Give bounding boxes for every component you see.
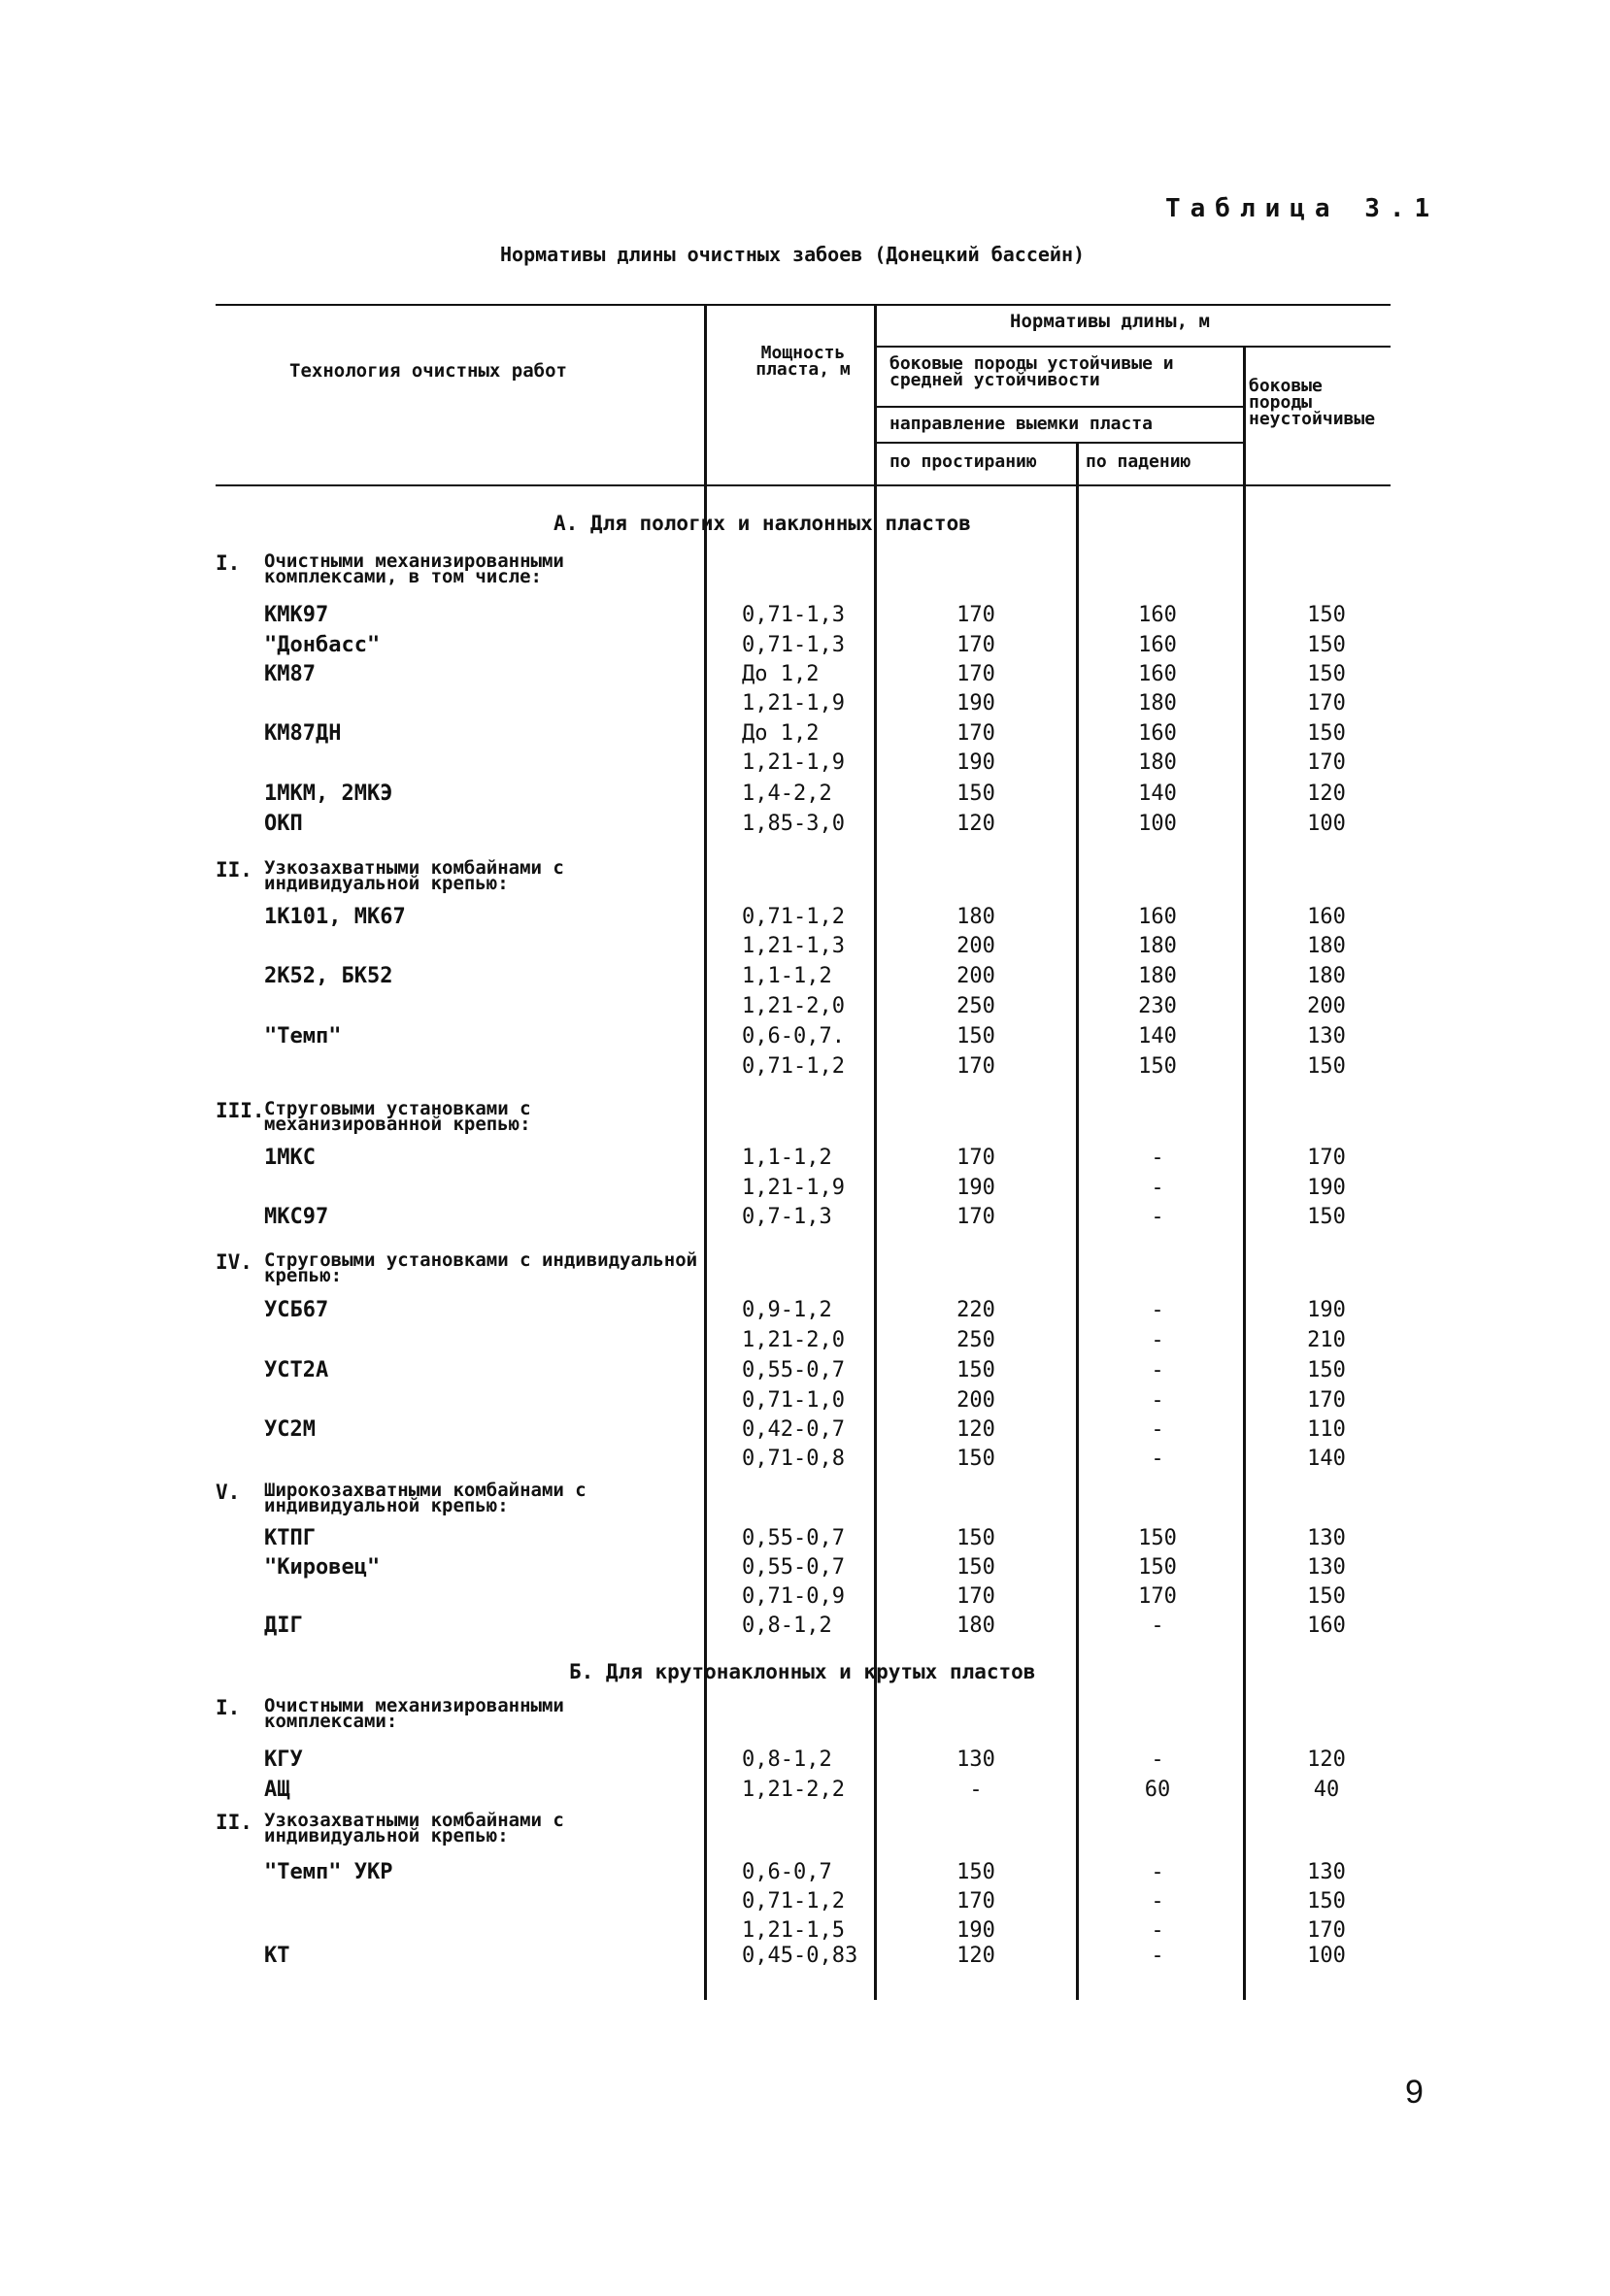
page-number: 9: [1405, 2074, 1424, 2111]
cell-name: КМ87: [264, 662, 316, 686]
group-text: Очистными механизированными комплексами, в том числе:: [264, 550, 564, 587]
cell-unstable: 120: [1307, 1747, 1346, 1772]
cell-strike: 220: [956, 1298, 995, 1322]
cell-dip: 150: [1138, 1555, 1177, 1580]
group-text: Струговыми установками с индивидуальной крепью:: [264, 1249, 698, 1286]
cell-thickness: 0,45-0,83: [742, 1944, 858, 1968]
cell-name: "Донбасс": [264, 633, 381, 657]
cell-thickness: 1,21-1,9: [742, 691, 845, 715]
cell-thickness: 1,21-2,2: [742, 1778, 845, 1802]
cell-thickness: 0,71-0,8: [742, 1447, 845, 1471]
cell-strike: 120: [956, 1417, 995, 1442]
cell-dip: 140: [1138, 1024, 1177, 1048]
cell-unstable: 130: [1307, 1555, 1346, 1580]
direction-bottom-rule: [876, 442, 1243, 444]
cell-thickness: 1,85-3,0: [742, 812, 845, 836]
cell-unstable: 180: [1307, 934, 1346, 958]
cell-strike: 150: [956, 1860, 995, 1884]
cell-dip: -: [1151, 1447, 1164, 1471]
cell-name: "Темп": [264, 1024, 342, 1048]
cell-strike: 150: [956, 1526, 995, 1550]
cell-unstable: 170: [1307, 750, 1346, 775]
section-b-heading: Б. Для крутонаклонных и крутых пластов: [569, 1660, 1036, 1683]
cell-unstable: 100: [1307, 812, 1346, 836]
cell-strike: 130: [956, 1747, 995, 1772]
cell-name: "Кировец": [264, 1555, 381, 1580]
cell-unstable: 200: [1307, 994, 1346, 1018]
cell-strike: 170: [956, 603, 995, 627]
cell-thickness: 1,21-2,0: [742, 994, 845, 1018]
section-a-heading: А. Для пологих и наклонных пластов: [553, 512, 971, 535]
cell-name: "Темп" УКР: [264, 1860, 393, 1884]
cell-thickness: 0,71-1,2: [742, 905, 845, 929]
cell-strike: 150: [956, 1024, 995, 1048]
cell-unstable: 110: [1307, 1417, 1346, 1442]
cell-unstable: 160: [1307, 1614, 1346, 1638]
cell-dip: -: [1151, 1388, 1164, 1413]
header-bottom-rule: [216, 484, 1391, 486]
cell-unstable: 150: [1307, 633, 1346, 657]
cell-unstable: 150: [1307, 1889, 1346, 1913]
group-number: II.: [216, 1811, 252, 1834]
cell-name: КТПГ: [264, 1526, 316, 1550]
cell-dip: -: [1151, 1176, 1164, 1200]
norms-header-rule: [876, 346, 1391, 348]
cell-unstable: 190: [1307, 1298, 1346, 1322]
cell-unstable: 150: [1307, 662, 1346, 686]
col-rule-norms: [874, 304, 877, 2000]
header-along-dip: по падению: [1086, 451, 1191, 472]
cell-dip: 180: [1138, 750, 1177, 775]
cell-strike: 200: [956, 1388, 995, 1413]
cell-thickness: 0,7-1,3: [742, 1205, 832, 1229]
cell-thickness: 0,9-1,2: [742, 1298, 832, 1322]
cell-strike: 200: [956, 964, 995, 988]
cell-name: МКС97: [264, 1205, 329, 1229]
group-number: III.: [216, 1099, 265, 1122]
cell-thickness: 0,8-1,2: [742, 1614, 832, 1638]
cell-strike: 120: [956, 812, 995, 836]
cell-unstable: 150: [1307, 603, 1346, 627]
cell-name: 1К101, МК67: [264, 905, 406, 929]
col-rule-dip: [1076, 443, 1079, 2000]
cell-dip: 160: [1138, 905, 1177, 929]
cell-dip: -: [1151, 1918, 1164, 1943]
cell-dip: 180: [1138, 964, 1177, 988]
cell-unstable: 170: [1307, 1146, 1346, 1170]
cell-dip: -: [1151, 1358, 1164, 1382]
cell-strike: 200: [956, 934, 995, 958]
cell-name: КГУ: [264, 1747, 303, 1772]
cell-strike: 150: [956, 1447, 995, 1471]
group-text: Широкозахватными комбайнами с индивидуальной крепью:: [264, 1480, 587, 1516]
cell-unstable: 130: [1307, 1860, 1346, 1884]
cell-thickness: 1,21-2,0: [742, 1328, 845, 1352]
cell-dip: -: [1151, 1614, 1164, 1638]
cell-dip: 160: [1138, 603, 1177, 627]
cell-dip: -: [1151, 1747, 1164, 1772]
cell-strike: 150: [956, 1358, 995, 1382]
cell-dip: 160: [1138, 721, 1177, 746]
cell-thickness: 1,4-2,2: [742, 782, 832, 806]
cell-unstable: 150: [1307, 1358, 1346, 1382]
cell-unstable: 150: [1307, 721, 1346, 746]
cell-thickness: 0,6-0,7: [742, 1860, 832, 1884]
cell-unstable: 170: [1307, 691, 1346, 715]
cell-dip: -: [1151, 1298, 1164, 1322]
cell-dip: 150: [1138, 1526, 1177, 1550]
cell-strike: 190: [956, 1176, 995, 1200]
cell-strike: 170: [956, 662, 995, 686]
cell-name: КМК97: [264, 603, 329, 627]
cell-thickness: 0,71-0,9: [742, 1584, 845, 1609]
cell-name: КТ: [264, 1944, 290, 1968]
cell-dip: -: [1151, 1205, 1164, 1229]
cell-thickness: До 1,2: [742, 662, 820, 686]
col-rule-unstable: [1243, 347, 1246, 2000]
col-rule-thickness: [704, 304, 707, 2000]
cell-thickness: 1,1-1,2: [742, 964, 832, 988]
cell-dip: 230: [1138, 994, 1177, 1018]
cell-name: УСБ67: [264, 1298, 329, 1322]
cell-thickness: 0,8-1,2: [742, 1747, 832, 1772]
table-top-rule: [216, 304, 1391, 306]
cell-dip: 160: [1138, 633, 1177, 657]
cell-name: 1МКМ, 2МКЭ: [264, 782, 393, 806]
cell-dip: -: [1151, 1889, 1164, 1913]
cell-unstable: 150: [1307, 1205, 1346, 1229]
cell-thickness: 0,55-0,7: [742, 1526, 845, 1550]
cell-thickness: 0,55-0,7: [742, 1555, 845, 1580]
cell-thickness: 0,71-1,3: [742, 603, 845, 627]
cell-strike: 170: [956, 1054, 995, 1079]
header-technology: Технология очистных работ: [289, 360, 567, 382]
cell-unstable: 170: [1307, 1388, 1346, 1413]
cell-dip: 160: [1138, 662, 1177, 686]
cell-name: 2К52, БК52: [264, 964, 393, 988]
cell-strike: 150: [956, 1555, 995, 1580]
cell-unstable: 120: [1307, 782, 1346, 806]
cell-strike: 190: [956, 750, 995, 775]
cell-unstable: 180: [1307, 964, 1346, 988]
cell-dip: 170: [1138, 1584, 1177, 1609]
cell-dip: 180: [1138, 691, 1177, 715]
direction-top-rule: [876, 406, 1243, 408]
cell-strike: 170: [956, 1205, 995, 1229]
group-text: Узкозахватными комбайнами с индивидуальной крепью:: [264, 1810, 564, 1847]
cell-thickness: 0,71-1,3: [742, 633, 845, 657]
cell-dip: -: [1151, 1146, 1164, 1170]
header-along-strike: по простиранию: [889, 451, 1037, 472]
cell-unstable: 190: [1307, 1176, 1346, 1200]
group-number: IV.: [216, 1250, 252, 1274]
cell-unstable: 40: [1313, 1778, 1340, 1802]
group-number: II.: [216, 858, 252, 882]
cell-strike: 170: [956, 1889, 995, 1913]
cell-unstable: 130: [1307, 1526, 1346, 1550]
cell-dip: -: [1151, 1417, 1164, 1442]
header-norms: Нормативы длины, м: [1010, 311, 1210, 332]
table-title: Нормативы длины очистных забоев (Донецкий бассейн): [500, 243, 1086, 266]
cell-strike: 180: [956, 1614, 995, 1638]
cell-strike: 190: [956, 1918, 995, 1943]
cell-dip: 100: [1138, 812, 1177, 836]
cell-strike: 190: [956, 691, 995, 715]
cell-dip: 150: [1138, 1054, 1177, 1079]
cell-dip: 140: [1138, 782, 1177, 806]
cell-unstable: 130: [1307, 1024, 1346, 1048]
cell-unstable: 210: [1307, 1328, 1346, 1352]
cell-strike: 180: [956, 905, 995, 929]
group-number: I.: [216, 551, 241, 575]
cell-strike: 170: [956, 1584, 995, 1609]
group-number: I.: [216, 1696, 241, 1719]
cell-unstable: 160: [1307, 905, 1346, 929]
cell-dip: -: [1151, 1860, 1164, 1884]
group-text: Узкозахватными комбайнами с индивидуальной крепью:: [264, 857, 564, 894]
cell-strike: 170: [956, 721, 995, 746]
cell-thickness: 0,71-1,0: [742, 1388, 845, 1413]
table-number-label: Таблица 3.1: [1165, 194, 1440, 223]
header-direction: направление выемки пласта: [889, 414, 1153, 434]
cell-strike: 170: [956, 633, 995, 657]
cell-dip: 60: [1144, 1778, 1171, 1802]
cell-thickness: 0,71-1,2: [742, 1889, 845, 1913]
cell-name: 1МКС: [264, 1146, 316, 1170]
header-thickness: Мощность пласта, м: [755, 343, 851, 380]
cell-thickness: 0,42-0,7: [742, 1417, 845, 1442]
cell-thickness: 1,1-1,2: [742, 1146, 832, 1170]
group-number: V.: [216, 1481, 241, 1504]
cell-name: АЩ: [264, 1778, 290, 1802]
cell-strike: -: [969, 1778, 983, 1802]
cell-thickness: До 1,2: [742, 721, 820, 746]
header-unstable-rocks: боковые породы неустойчивые: [1249, 376, 1376, 429]
cell-thickness: 0,71-1,2: [742, 1054, 845, 1079]
cell-strike: 170: [956, 1146, 995, 1170]
header-stable-rocks: боковые породы устойчивые и средней устойчивости: [889, 353, 1174, 390]
cell-strike: 120: [956, 1944, 995, 1968]
cell-unstable: 150: [1307, 1584, 1346, 1609]
cell-thickness: 1,21-1,9: [742, 1176, 845, 1200]
cell-dip: -: [1151, 1944, 1164, 1968]
cell-name: УС2М: [264, 1417, 316, 1442]
cell-unstable: 100: [1307, 1944, 1346, 1968]
cell-name: КМ87ДН: [264, 721, 342, 746]
cell-thickness: 1,21-1,5: [742, 1918, 845, 1943]
cell-name: ОКП: [264, 812, 303, 836]
group-text: Струговыми установками с механизированной крепью:: [264, 1098, 531, 1135]
cell-unstable: 170: [1307, 1918, 1346, 1943]
group-text: Очистными механизированными комплексами:: [264, 1695, 564, 1732]
cell-name: ДІГ: [264, 1614, 303, 1638]
cell-strike: 150: [956, 782, 995, 806]
cell-unstable: 140: [1307, 1447, 1346, 1471]
cell-thickness: 0,55-0,7: [742, 1358, 845, 1382]
cell-name: УСТ2А: [264, 1358, 329, 1382]
cell-dip: -: [1151, 1328, 1164, 1352]
cell-strike: 250: [956, 994, 995, 1018]
cell-thickness: 1,21-1,9: [742, 750, 845, 775]
cell-strike: 250: [956, 1328, 995, 1352]
cell-thickness: 0,6-0,7.: [742, 1024, 845, 1048]
cell-dip: 180: [1138, 934, 1177, 958]
cell-unstable: 150: [1307, 1054, 1346, 1079]
cell-thickness: 1,21-1,3: [742, 934, 845, 958]
